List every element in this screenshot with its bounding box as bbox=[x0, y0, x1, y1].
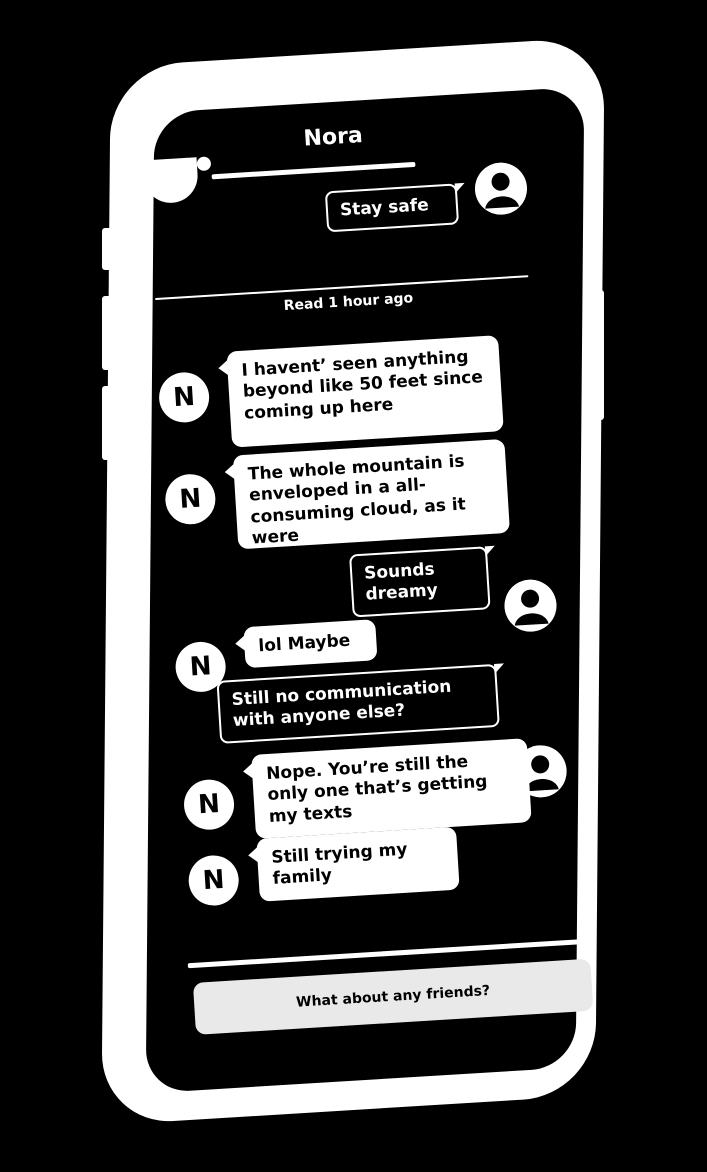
message-bubble-incoming: lol Maybe bbox=[243, 619, 377, 668]
contact-name: Nora bbox=[302, 123, 364, 152]
message-bubble-incoming: I havent’ seen anything beyond like 50 feet since coming up here bbox=[226, 335, 503, 447]
message-bubble-outgoing: Still no communication with anyone else? bbox=[217, 664, 500, 743]
contact-avatar: N bbox=[164, 473, 217, 526]
user-avatar-icon bbox=[473, 161, 528, 216]
reply-option-button[interactable]: What about any friends? bbox=[193, 959, 593, 1035]
scrollbar[interactable] bbox=[584, 856, 593, 906]
message-bubble-incoming: Nope. You’re still the only one that’s getting my texts bbox=[251, 738, 532, 838]
contact-avatar: N bbox=[183, 778, 236, 831]
contact-avatar-partial bbox=[143, 157, 200, 204]
message-bubble-outgoing: Stay safe bbox=[325, 183, 459, 232]
contact-avatar: N bbox=[158, 371, 211, 424]
message-bubble-incoming: The whole mountain is enveloped in a all-consuming cloud, as it were bbox=[233, 439, 510, 549]
header-divider bbox=[212, 162, 416, 179]
contact-avatar: N bbox=[187, 854, 240, 907]
message-bubble-outgoing: Sounds dreamy bbox=[349, 546, 491, 617]
user-avatar-icon bbox=[503, 578, 558, 633]
read-receipt: Read 1 hour ago bbox=[283, 290, 414, 315]
contact-avatar: N bbox=[174, 640, 227, 693]
message-bubble-incoming: Still trying my family bbox=[256, 827, 459, 902]
